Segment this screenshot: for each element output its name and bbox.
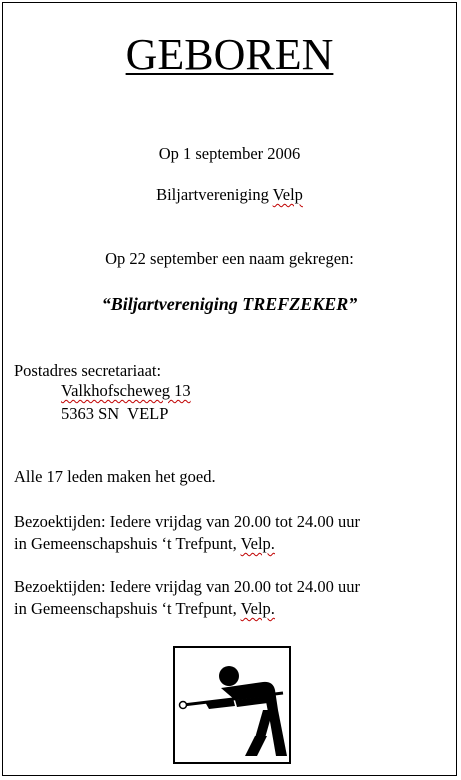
document-title [3, 30, 456, 79]
billiard-ball [180, 702, 187, 709]
visiting-place: Velp. [240, 534, 275, 553]
club-line-place: Velp [272, 185, 303, 204]
address-street: Valkhofscheweg 13 [61, 381, 191, 400]
player-head [219, 666, 239, 686]
visiting-location: in Gemeenschapshuis ‘t Trefpunt, [14, 599, 241, 618]
document-page [2, 2, 457, 776]
address-label: Postadres secretariaat: [14, 361, 162, 380]
player-leg-back [268, 710, 287, 756]
visiting-location: in Gemeenschapshuis ‘t Trefpunt, [14, 534, 241, 553]
address-postal: 5363 SN VELP [61, 404, 169, 423]
visiting-line-2 [14, 601, 275, 618]
club-line-prefix: Biljartvereniging [156, 185, 273, 204]
visiting-place: Velp. [240, 599, 275, 618]
player-leg-front-lower [245, 736, 267, 756]
title-text: GEBOREN [125, 30, 334, 79]
visiting-line-1: Bezoektijden: Iedere vrijdag van 20.00 tot 24.00 uur [14, 577, 360, 596]
visiting-line-1: Bezoektijden: Iedere vrijdag van 20.00 tot 24.00 uur [14, 512, 360, 531]
club-line [3, 187, 456, 204]
visiting-line-2 [14, 536, 275, 553]
date-line: Op 1 september 2006 [158, 144, 301, 163]
billiard-player-icon [173, 646, 291, 764]
members-line: Alle 17 leden maken het goed. [14, 467, 216, 486]
billiard-player-graphic [175, 648, 289, 762]
naming-line: Op 22 september een naam gekregen: [105, 249, 354, 268]
new-club-name: “Biljartvereniging TREFZEKER” [101, 294, 358, 314]
